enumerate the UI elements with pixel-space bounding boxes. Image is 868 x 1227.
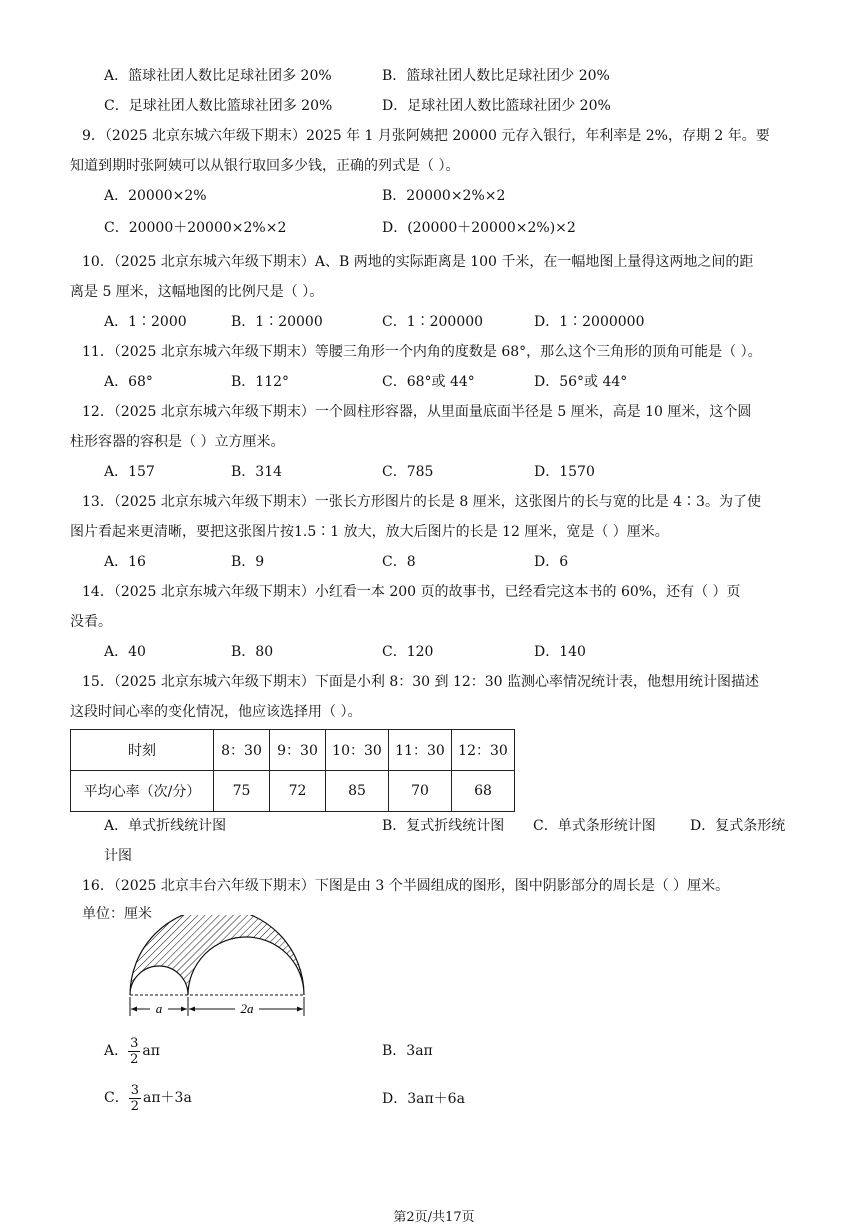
fraction (129, 1083, 141, 1114)
rate-cell: 85 (326, 771, 389, 812)
fraction-denominator: 2 (130, 1098, 139, 1114)
label-a: a (155, 1001, 163, 1016)
option-rest: aπ (142, 1043, 160, 1059)
q14-text-line1: 14．（2025 北京东城六年级下期末）小红看一本 200 页的故事书，已经看完这本书的 60%，还有（ ）页 (82, 584, 741, 600)
q13-option-d: D．6 (534, 554, 569, 570)
q10-option-a: A．1∶2000 (104, 314, 187, 330)
q15-option-b: B．复式折线统计图 (382, 818, 505, 834)
q11-option-c: C．68°或 44° (382, 374, 475, 390)
label-2a: 2a (240, 1001, 254, 1016)
time-cell: 11：30 (389, 730, 452, 771)
fraction-denominator: 2 (130, 1051, 139, 1067)
rate-cell: 68 (452, 771, 515, 812)
q14-option-a: A．40 (104, 644, 146, 660)
q16-unit-label: 单位：厘米 (82, 906, 152, 922)
q13-option-b: B．9 (231, 554, 265, 570)
q16-option-c (104, 1080, 192, 1116)
semicircle-figure (120, 915, 320, 1025)
q13-option-a: A．16 (104, 554, 146, 570)
q11-text-line1: 11．（2025 北京东城六年级下期末）等腰三角形一个内角的度数是 68°，那么这个三角形的顶角可能是（ ）。 (82, 344, 762, 360)
q15-option-c: C．单式条形统计图 (533, 818, 656, 834)
q10-text-line1: 10．（2025 北京东城六年级下期末）A、B 两地的实际距离是 100 千米，在一幅地图上量得这两地之间的距 (82, 254, 754, 270)
q15-option-a: A．单式折线统计图 (104, 818, 227, 834)
q14-option-c: C．120 (382, 644, 434, 660)
time-cell: 12：30 (452, 730, 515, 771)
q9-option-b: B．20000×2%×2 (382, 188, 506, 204)
q8-option-c: C．足球社团人数比篮球社团多 20% (104, 98, 333, 114)
page-footer: 第2页/共17页 (393, 1210, 475, 1225)
q12-text-line1: 12．（2025 北京东城六年级下期末）一个圆柱形容器，从里面量底面半径是 5 厘米，高是 10 厘米，这个圆 (82, 404, 752, 420)
q16-option-a (104, 1033, 160, 1069)
q16-option-d: D．3aπ＋6a (382, 1091, 465, 1107)
q9-option-d: D．(20000＋20000×2%)×2 (382, 220, 576, 236)
table-row (71, 771, 515, 812)
q12-option-c: C．785 (382, 464, 434, 480)
q11-option-a: A．68° (104, 374, 153, 390)
shaded-region (130, 915, 304, 995)
rate-cell: 75 (214, 771, 270, 812)
heart-rate-table (70, 729, 515, 812)
fraction (128, 1036, 140, 1067)
q8-option-b: B．篮球社团人数比足球社团少 20% (382, 68, 610, 84)
q11-option-d: D．56°或 44° (534, 374, 628, 390)
time-cell: 8：30 (214, 730, 270, 771)
option-rest: aπ＋3a (143, 1090, 192, 1106)
q15-text-line1: 15．（2025 北京东城六年级下期末）下面是小利 8：30 到 12：30 监测心率情况统计表，他想用统计图描述 (82, 674, 760, 690)
q16-option-b: B．3aπ (382, 1043, 433, 1059)
time-cell: 10：30 (326, 730, 389, 771)
q11-option-b: B．112° (231, 374, 290, 390)
fraction-numerator: 3 (130, 1035, 139, 1051)
q16-text-line1: 16．（2025 北京丰台六年级下期末）下图是由 3 个半圆组成的图形，图中阴影部分的周长是（ ）厘米。 (82, 878, 730, 894)
q9-option-c: C．20000＋20000×2%×2 (104, 220, 287, 236)
q9-text-line1: 9．（2025 北京东城六年级下期末）2025 年 1 月张阿姨把 20000 元存入银行，年利率是 2%，存期 2 年。要 (82, 128, 770, 144)
option-prefix: A． (104, 1043, 129, 1059)
option-prefix: C． (104, 1090, 129, 1106)
rate-cell: 70 (389, 771, 452, 812)
q13-text-line1: 13．（2025 北京东城六年级下期末）一张长方形图片的长是 8 厘米，这张图片的长与宽的比是 4∶3。为了使 (82, 494, 761, 510)
q10-option-b: B．1∶20000 (231, 314, 323, 330)
q12-text-line2: 柱形容器的容积是（ ）立方厘米。 (70, 434, 285, 450)
q10-option-c: C．1∶200000 (382, 314, 484, 330)
table-header-label: 时刻 (71, 730, 214, 771)
q9-option-a: A．20000×2% (104, 188, 207, 204)
rate-cell: 72 (270, 771, 326, 812)
time-cell: 9：30 (270, 730, 326, 771)
q14-option-d: D．140 (534, 644, 586, 660)
q13-option-c: C．8 (382, 554, 416, 570)
q12-option-b: B．314 (231, 464, 283, 480)
q15-text-line2: 这段时间心率的变化情况，他应该选择用（ ）。 (70, 704, 362, 720)
q9-text-line2: 知道到期时张阿姨可以从银行取回多少钱，正确的列式是（ ）。 (70, 158, 460, 174)
q8-option-d: D．足球社团人数比篮球社团少 20% (382, 98, 611, 114)
q15-option-d-wrap: 计图 (104, 848, 132, 864)
q12-option-a: A．157 (104, 464, 155, 480)
q10-option-d: D．1∶2000000 (534, 314, 645, 330)
table-row-label: 平均心率（次/分） (71, 771, 214, 812)
q15-option-d: D．复式条形统 (690, 818, 786, 834)
q8-option-a: A．篮球社团人数比足球社团多 20% (104, 68, 332, 84)
q14-option-b: B．80 (231, 644, 274, 660)
fraction-numerator: 3 (130, 1082, 139, 1098)
table-row (71, 730, 515, 771)
q13-text-line2: 图片看起来更清晰，要把这张图片按1.5∶1 放大，放大后图片的长是 12 厘米，宽是（ ）厘米。 (70, 524, 669, 540)
q14-text-line2: 没看。 (70, 614, 112, 630)
q10-text-line2: 离是 5 厘米，这幅地图的比例尺是（ ）。 (70, 284, 324, 300)
q12-option-d: D．1570 (534, 464, 595, 480)
